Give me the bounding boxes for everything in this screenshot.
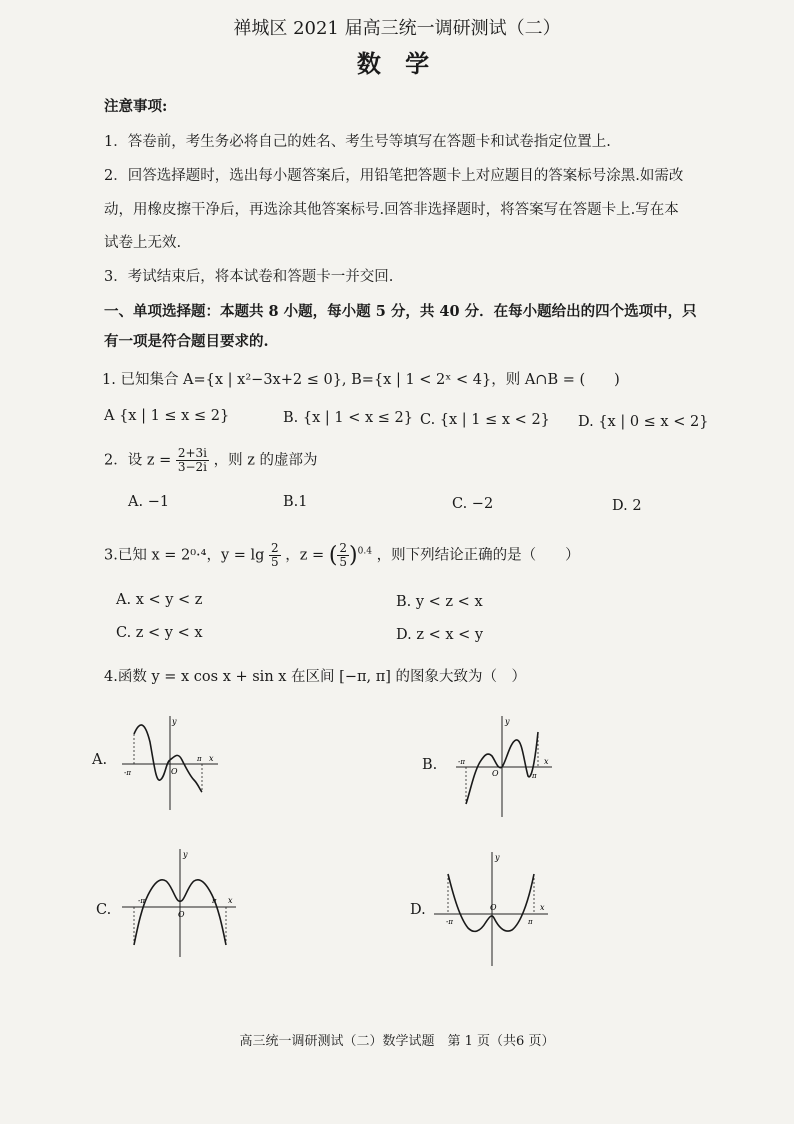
notice-item-2-line-1: 2．回答选择题时，选出每小题答案后，用铅笔把答题卡上对应题目的答案标号涂黑.如需改 [104, 168, 684, 184]
origin-label: O [490, 903, 497, 912]
question-4-graph-b [452, 712, 557, 822]
section-heading-line-2: 有一项是符合题目要求的. [104, 333, 269, 350]
question-1-option-b: B. {x | 1 < x ≤ 2} [283, 410, 413, 426]
x-axis-label: x [228, 896, 233, 905]
notice-item-3: 3．考试结束后，将本试卷和答题卡一并交回. [104, 269, 394, 285]
question-2-option-a: A. −1 [128, 494, 170, 510]
question-2-numerator: 2+3i [177, 446, 208, 460]
pi-label: π [528, 918, 533, 926]
question-3-z-numerator: 2 [339, 541, 348, 555]
neg-pi-label: -π [458, 758, 465, 766]
question-1-option-c: C. {x | 1 ≤ x < 2} [420, 412, 550, 428]
question-2-denominator: 3−2i [177, 460, 208, 474]
neg-pi-label: -π [138, 897, 145, 905]
question-2-option-c: C. −2 [452, 496, 494, 512]
notice-item-1: 1．答卷前，考生务必将自己的姓名、考生号等填写在答题卡和试卷指定位置上. [104, 134, 611, 150]
question-4-option-c-label: C. [96, 902, 112, 918]
question-3-z-prefix: ，z = [285, 547, 325, 564]
x-axis-label: x [544, 757, 549, 766]
subject-title: 数 学 [356, 49, 438, 78]
pi-label: π [532, 772, 537, 780]
question-3-z-denominator: 5 [339, 555, 348, 569]
question-3-y-fraction [269, 542, 281, 569]
pi-label: π [197, 755, 202, 763]
question-4-option-b-label: B. [422, 757, 438, 773]
question-4-option-d-label: D. [410, 902, 426, 918]
y-axis-label: y [495, 853, 500, 862]
y-axis-label: y [505, 717, 510, 726]
pi-label: π [212, 897, 217, 905]
notice-heading: 注意事项: [104, 98, 168, 115]
question-4-option-a-label: A. [92, 752, 108, 768]
question-1-stem: 1. 已知集合 A={x | x²−3x+2 ≤ 0}, B={x | 1 < 2ˣ < 4}，则 A∩B = ( ) [102, 372, 620, 388]
question-3-option-a: A. x < y < z [116, 592, 203, 608]
y-axis-label: y [172, 717, 177, 726]
question-2-stem [104, 447, 317, 474]
question-2-fraction [176, 447, 209, 474]
question-2-stem-prefix: 2．设 z = [104, 452, 172, 469]
question-2-option-d: D. 2 [612, 498, 642, 514]
question-3-z-fraction [337, 542, 349, 569]
x-axis-label: x [209, 754, 214, 763]
question-3-option-c: C. z < y < x [116, 625, 203, 641]
exam-title: 禅城区 2021 届高三统一调研测试（二） [233, 18, 561, 39]
question-4-graph-c [120, 845, 240, 960]
page-footer: 高三统一调研测试（二）数学试题 第 1 页（共6 页） [239, 1034, 555, 1049]
neg-pi-label: -π [124, 769, 131, 777]
question-3-stem-prefix: 3.已知 x = 2⁰·⁴，y = lg [104, 547, 265, 564]
question-2-stem-suffix: ，则 z 的虚部为 [213, 452, 318, 469]
question-3-option-b: B. y < z < x [396, 594, 483, 610]
notice-item-2-line-3: 试卷上无效. [104, 235, 182, 251]
question-4-graph-a [120, 712, 220, 812]
question-1-option-d: D. {x | 0 ≤ x < 2} [578, 414, 709, 430]
question-1-option-a: A {x | 1 ≤ x ≤ 2} [104, 408, 230, 424]
question-2-option-b: B.1 [283, 494, 308, 510]
x-axis-label: x [540, 903, 545, 912]
y-axis-label: y [183, 850, 188, 859]
question-3-y-denominator: 5 [271, 555, 279, 569]
question-3-left-paren: ( [328, 543, 338, 568]
notice-item-2-line-2: 动，用橡皮擦干净后，再选涂其他答案标号.回答非选择题时，将答案写在答题卡上.写在本 [104, 202, 679, 218]
question-3-right-paren: ) [349, 543, 358, 568]
origin-label: O [178, 910, 185, 919]
origin-label: O [492, 769, 499, 778]
question-3-stem-suffix: ，则下列结论正确的是（ ） [376, 547, 580, 564]
section-heading-line-1: 一、单项选择题：本题共 8 小题，每小题 5 分，共 40 分．在每小题给出的四个选项中，只 [104, 303, 697, 320]
question-3-z-exponent: 0.4 [357, 546, 372, 557]
question-3-y-numerator: 2 [271, 541, 279, 555]
question-3-option-d: D. z < x < y [396, 627, 484, 643]
question-4-graph-d [432, 848, 552, 968]
question-4-stem: 4.函数 y = x cos x + sin x 在区间 [−π, π] 的图象大致为（ ） [104, 669, 527, 685]
question-3-stem [104, 542, 580, 569]
curve [134, 725, 202, 792]
neg-pi-label: -π [446, 918, 453, 926]
origin-label: O [171, 767, 178, 776]
